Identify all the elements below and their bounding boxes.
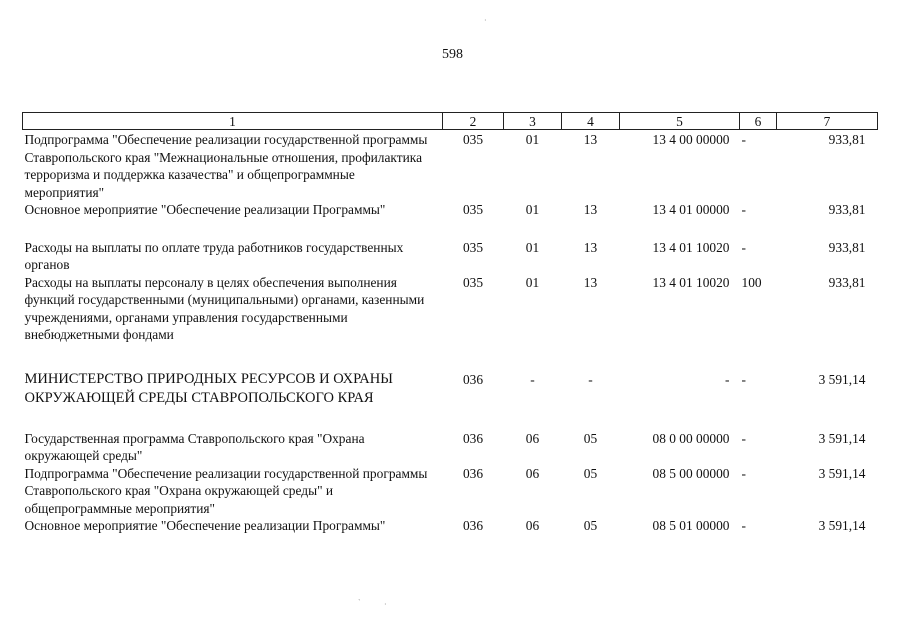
row-subsection: 13 <box>583 239 598 255</box>
row-target-code: 08 5 01 00000 <box>652 518 730 533</box>
header-col-4: 4 <box>562 113 620 130</box>
header-col-2: 2 <box>443 113 504 130</box>
row-subsection: 05 <box>583 430 598 446</box>
row-target-code: - <box>725 371 730 387</box>
row-target-code: 13 4 00 00000 <box>652 132 730 147</box>
page-number: 598 <box>442 47 463 62</box>
header-col-1: 1 <box>23 113 443 130</box>
table-row <box>23 274 878 366</box>
row-section: 06 <box>525 465 540 481</box>
row-section: 01 <box>525 202 540 217</box>
row-ministry-code: 035 <box>462 239 484 255</box>
row-sum: 933,81 <box>828 274 866 290</box>
header-col-6: 6 <box>740 113 777 130</box>
row-sum: 3 591,14 <box>818 430 866 446</box>
row-subsection: 05 <box>583 465 598 481</box>
row-subsection: 13 <box>583 132 598 147</box>
scan-speck: ˋ <box>358 598 361 607</box>
row-name: Основное мероприятие "Обеспечение реализации Программы" <box>24 202 386 217</box>
row-sum: 3 591,14 <box>818 518 866 533</box>
row-name: Расходы на выплаты персоналу в целях обеспечения выполнения функций государственными (муниципальными) органами, казенными учреждениями, органами управления государственными внебюджетными фондами <box>24 274 425 342</box>
table-row <box>23 430 878 465</box>
row-name: Государственная программа Ставропольского края "Охрана окружающей среды" <box>24 430 365 463</box>
row-name: Подпрограмма "Обеспечение реализации государственной программы Ставропольского края "Охрана окружающей среды" и общепрограммные мероприятия" <box>24 465 428 516</box>
scan-speck: · <box>484 16 487 25</box>
row-name: Подпрограмма "Обеспечение реализации государственной программы Ставропольского края "Межнациональные отношения, профилактика терроризма и поддержка казачества" и общепрограммные мероприятия" <box>24 132 428 200</box>
scan-speck: · <box>384 600 387 609</box>
row-sum: 3 591,14 <box>818 371 866 387</box>
header-col-7: 7 <box>777 113 878 130</box>
table-row <box>23 465 878 518</box>
row-subsection: 13 <box>583 274 598 290</box>
budget-table <box>22 112 878 535</box>
row-ministry-code: 035 <box>462 274 484 290</box>
row-target-code: 13 4 01 10020 <box>652 239 730 255</box>
row-section: - <box>530 371 535 387</box>
row-ministry-code: 036 <box>462 430 484 446</box>
row-expense-type: - <box>741 132 746 147</box>
row-subsection: - <box>588 371 593 387</box>
header-col-5: 5 <box>620 113 740 130</box>
row-expense-type: 100 <box>741 274 762 290</box>
row-section: 01 <box>525 132 540 147</box>
table-row <box>23 239 878 274</box>
row-ministry-code: 036 <box>462 518 484 533</box>
row-subsection: 05 <box>583 518 598 533</box>
row-ministry-code: 036 <box>462 465 484 481</box>
header-row <box>23 113 878 130</box>
row-subsection: 13 <box>583 202 598 217</box>
table-row <box>23 130 878 202</box>
row-sum: 933,81 <box>828 202 866 217</box>
row-target-code: 08 5 00 00000 <box>652 465 730 481</box>
row-sum: 933,81 <box>828 132 866 147</box>
table-row-ministry <box>23 366 878 430</box>
row-ministry-code: 035 <box>462 202 484 217</box>
row-section: 06 <box>525 430 540 446</box>
table-row <box>23 517 878 535</box>
row-ministry-code: 036 <box>462 371 484 387</box>
row-target-code: 13 4 01 10020 <box>652 274 730 290</box>
row-sum: 933,81 <box>828 239 866 255</box>
row-section: 06 <box>525 518 540 533</box>
row-target-code: 08 0 00 00000 <box>652 430 730 446</box>
row-name: Расходы на выплаты по оплате труда работников государственных органов <box>24 239 404 272</box>
row-expense-type: - <box>741 371 746 387</box>
row-expense-type: - <box>741 430 746 446</box>
row-expense-type: - <box>741 202 746 217</box>
row-ministry-code: 035 <box>462 132 484 147</box>
row-sum: 3 591,14 <box>818 465 866 481</box>
row-expense-type: - <box>741 518 746 533</box>
row-target-code: 13 4 01 00000 <box>652 202 730 217</box>
row-section: 01 <box>525 274 540 290</box>
row-expense-type: - <box>741 465 746 481</box>
row-section: 01 <box>525 239 540 255</box>
header-col-3: 3 <box>504 113 562 130</box>
row-expense-type: - <box>741 239 746 255</box>
table-row <box>23 201 878 239</box>
row-name: МИНИСТЕРСТВО ПРИРОДНЫХ РЕСУРСОВ И ОХРАНЫ ОКРУЖАЮЩЕЙ СРЕДЫ СТАВРОПОЛЬСКОГО КРАЯ <box>24 370 393 406</box>
row-name: Основное мероприятие "Обеспечение реализации Программы" <box>24 518 386 533</box>
